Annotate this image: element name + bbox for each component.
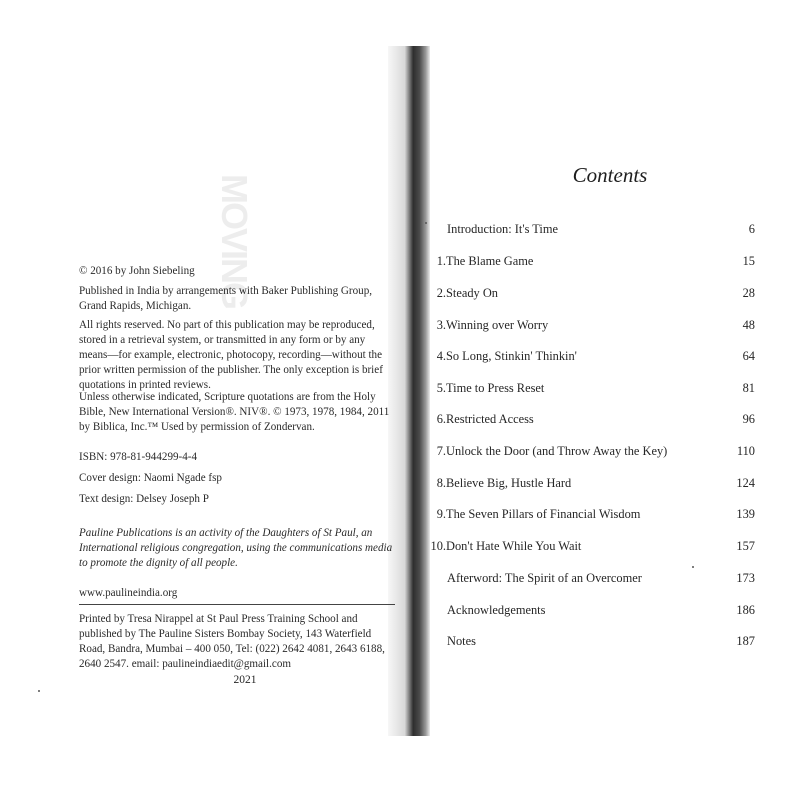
toc-entry-number: 4. xyxy=(436,349,446,363)
toc-entry-page: 173 xyxy=(736,571,755,585)
copyright-page xyxy=(55,46,395,726)
toc-entry xyxy=(410,537,755,555)
print-year: 2021 xyxy=(233,674,257,686)
toc-entry-page: 64 xyxy=(742,349,755,363)
toc-entry xyxy=(410,252,755,270)
toc-entry-title: Steady On xyxy=(446,286,498,300)
rights-reserved: All rights reserved. No part of this publication may be reproduced, stored in a retrieval system, or transmitted in any form or by any means—for example, electronic, photocopy, recording—without the prior written permission of the publisher. The only exception is brief quotations in printed reviews. xyxy=(79,319,383,391)
website: www.paulineindia.org xyxy=(79,587,178,599)
toc-entry-page: 81 xyxy=(742,381,755,395)
toc-entry-page: 110 xyxy=(736,444,755,458)
toc-entry-page: 28 xyxy=(742,286,755,300)
toc-entry xyxy=(410,410,755,428)
contents-page xyxy=(410,46,755,726)
toc-entry-page: 124 xyxy=(736,476,755,490)
toc-entry-title: The Seven Pillars of Financial Wisdom xyxy=(446,507,641,521)
toc-entry xyxy=(410,316,755,334)
scripture-permission: Unless otherwise indicated, Scripture quotations are from the Holy Bible, New International Version®. NIV®. © 1973, 1978, 1984, 2011 by Biblica, Inc.™ Used by permission of Zondervan. xyxy=(79,391,390,433)
print-speck xyxy=(692,566,694,568)
printer-details: Printed by Tresa Nirappel at St Paul Press Training School and published by The Pauline Sisters Bombay Society, 143 Waterfield Road, Bandra, Mumbai – 400 050, Tel: (022) 2642 4081, 2643 6188, 2640 2547. email: paulineindiaedit@gmail.com xyxy=(79,613,385,670)
toc-entry-number: 8. xyxy=(436,476,446,490)
toc-entry-number: 1. xyxy=(436,254,446,268)
toc-entry-title: Winning over Worry xyxy=(446,318,549,332)
toc-entry-number: 2. xyxy=(436,286,446,300)
toc-entry-number: 5. xyxy=(436,381,446,395)
toc-entry-title: Believe Big, Hustle Hard xyxy=(446,476,572,490)
toc-entry xyxy=(410,569,755,587)
toc-entry xyxy=(410,505,755,523)
toc-entry-page: 6 xyxy=(748,222,755,236)
toc-entry xyxy=(410,632,755,650)
toc-entry-page: 186 xyxy=(736,603,755,617)
toc-entry-title: Don't Hate While You Wait xyxy=(446,539,582,553)
toc-entry-title: So Long, Stinkin' Thinkin' xyxy=(446,349,577,363)
pauline-publications-note: Pauline Publications is an activity of the Daughters of St Paul, an International religious congregation, using the communications media to promote the dignity of all people. xyxy=(79,527,393,569)
toc-entry-title: Introduction: It's Time xyxy=(447,222,559,236)
toc-entry xyxy=(410,379,755,397)
print-speck xyxy=(425,222,427,224)
toc-entry-title: The Blame Game xyxy=(446,254,534,268)
toc-entry-number: 3. xyxy=(436,318,446,332)
toc-entry-page: 15 xyxy=(742,254,755,268)
cover-design-credit: Cover design: Naomi Ngade fsp xyxy=(79,472,222,484)
toc-entry-page: 48 xyxy=(742,318,755,332)
isbn: ISBN: 978-81-944299-4-4 xyxy=(79,451,198,463)
toc-entry-number: 7. xyxy=(436,444,446,458)
toc-entry xyxy=(410,220,755,238)
toc-entry xyxy=(410,442,755,460)
toc-entry-page: 187 xyxy=(736,634,755,648)
publisher-arrangement: Published in India by arrangements with Baker Publishing Group, Grand Rapids, Michigan. xyxy=(79,285,373,312)
copyright-line: © 2016 by John Siebeling xyxy=(79,265,195,277)
divider-rule xyxy=(79,604,395,605)
toc-entry-page: 96 xyxy=(742,412,755,426)
toc-entry-page: 139 xyxy=(736,507,755,521)
page-title: Contents xyxy=(572,163,648,187)
bleed-through-cover-art: MOVING xyxy=(214,174,255,309)
toc-entry xyxy=(410,347,755,365)
toc-entry-title: Acknowledgements xyxy=(447,603,546,617)
toc-entry xyxy=(410,601,755,619)
toc-entry-number: 6. xyxy=(436,412,446,426)
toc-entry-number: 10. xyxy=(430,539,446,553)
toc-entry xyxy=(410,474,755,492)
text-design-credit: Text design: Delsey Joseph P xyxy=(79,493,209,505)
toc-entry-title: Time to Press Reset xyxy=(446,381,545,395)
toc-entry-title: Restricted Access xyxy=(446,412,534,426)
toc-entry-title: Notes xyxy=(447,634,476,648)
print-speck xyxy=(38,690,40,692)
toc-entry-number: 9. xyxy=(436,507,446,521)
toc-entry xyxy=(410,284,755,302)
toc-entry-page: 157 xyxy=(736,539,755,553)
toc-entry-title: Unlock the Door (and Throw Away the Key) xyxy=(446,444,668,458)
toc-entry-title: Afterword: The Spirit of an Overcomer xyxy=(447,571,642,585)
